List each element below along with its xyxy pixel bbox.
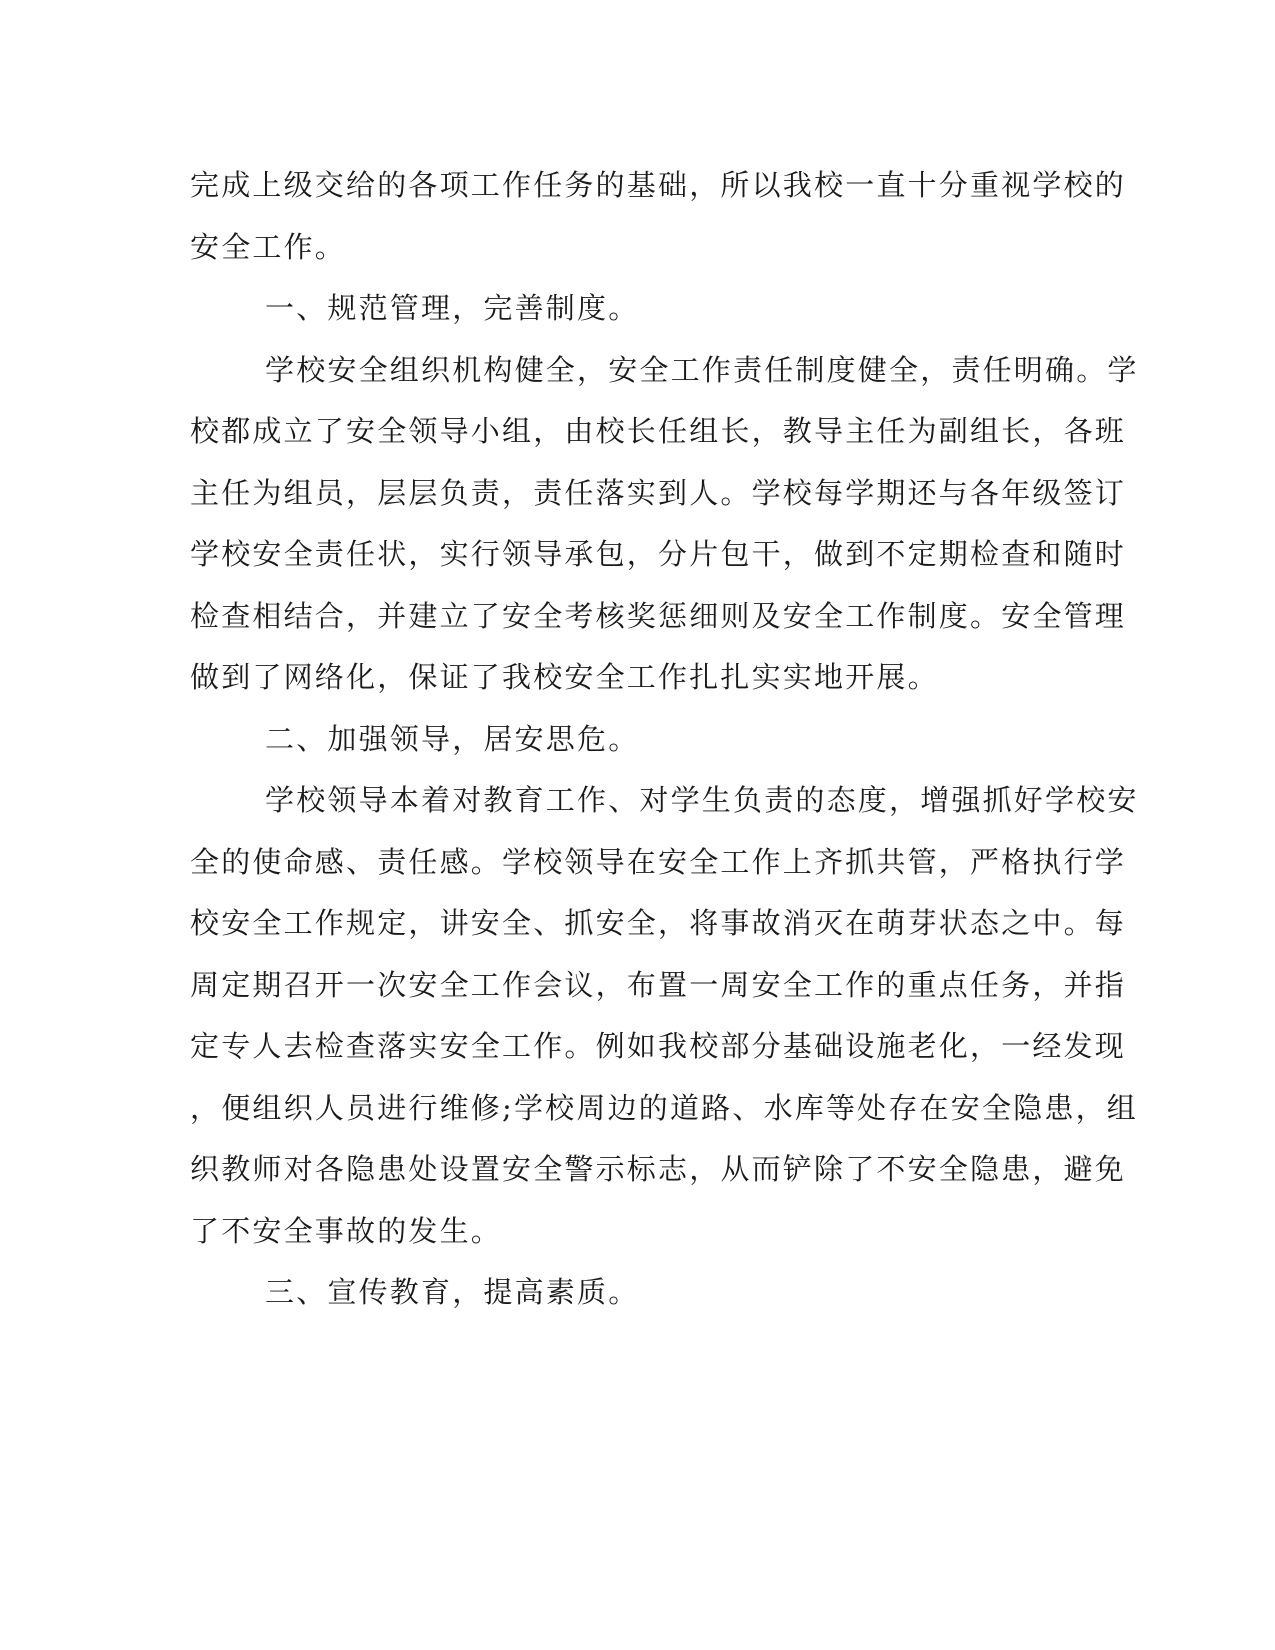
text-line-1: 完成上级交给的各项工作任务的基础，所以我校一直十分重视学校的 xyxy=(190,168,1127,202)
text-line-18: 了不安全事故的发生。 xyxy=(190,1213,503,1248)
document-body xyxy=(190,155,1139,1324)
text-line-4: 学校安全组织机构健全，安全工作责任制度健全，责任明确。学 xyxy=(265,352,1139,387)
text-line-5: 校都成立了安全领导小组，由校长任组长，教导主任为副组长，各班 xyxy=(190,414,1127,448)
text-line-2: 安全工作。 xyxy=(190,229,347,264)
text-line-12: 全的使命感、责任感。学校领导在安全工作上齐抓共管，严格执行学 xyxy=(190,844,1127,879)
text-line-15: 定专人去检查落实安全工作。例如我校部分基础设施老化，一经发现 xyxy=(190,1029,1127,1063)
text-line-8: 检查相结合，并建立了安全考核奖惩细则及安全工作制度。安全管理 xyxy=(190,598,1127,633)
text-line-13: 校安全工作规定，讲安全、抓安全，将事故消灭在萌芽状态之中。每 xyxy=(190,906,1127,940)
text-line-9: 做到了网络化，保证了我校安全工作扎扎实实地开展。 xyxy=(190,660,939,694)
text-line-7: 学校安全责任状，实行领导承包，分片包干，做到不定期检查和随时 xyxy=(190,537,1127,571)
text-line-6: 主任为组员，层层负责，责任落实到人。学校每学期还与各年级签订 xyxy=(190,475,1127,510)
section-heading-1: 一、规范管理，完善制度。 xyxy=(265,291,640,325)
text-line-17: 织教师对各隐患处设置安全警示标志，从而铲除了不安全隐患，避免 xyxy=(190,1152,1127,1186)
section-heading-3: 三、宣传教育，提高素质。 xyxy=(265,1275,640,1309)
text-line-11: 学校领导本着对教育工作、对学生负责的态度，增强抓好学校安 xyxy=(265,783,1139,817)
section-heading-2: 二、加强领导，居安思危。 xyxy=(265,721,640,756)
text-line-16: ，便组织人员进行维修;学校周边的道路、水库等处存在安全隐患，组 xyxy=(190,1090,1138,1125)
text-line-14: 周定期召开一次安全工作会议，布置一周安全工作的重点任务，并指 xyxy=(190,967,1127,1002)
